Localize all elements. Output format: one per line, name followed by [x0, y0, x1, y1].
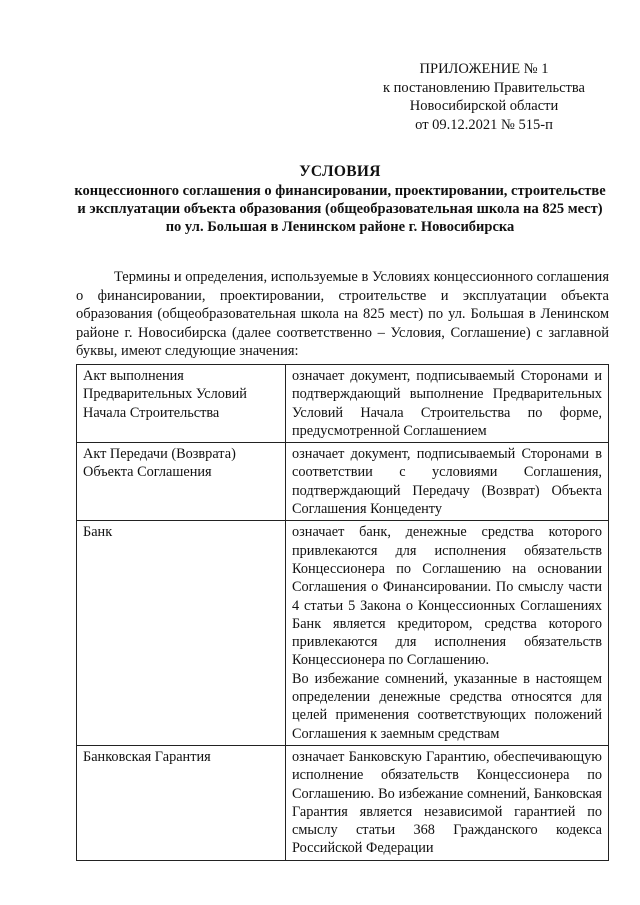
terms-table-body	[77, 365, 609, 861]
definition-cell	[286, 365, 609, 443]
document-subtitle: концессионного соглашения о финансировании, проектировании, строительстве и эксплуатации объекта образования (общеобразовательная школа на 825 мест) по ул. Большая в Ленинском районе г. Новосибирска	[74, 183, 606, 235]
definition-paragraph: означает Банковскую Гарантию, обеспечивающую исполнение обязательств Концессионера по Соглашению. Во избежание сомнений, Банковская Гарантия является независимой гарантией по смыслу статьи 368 Гражданского кодекса Российской Федерации	[292, 748, 602, 857]
definition-paragraph: Во избежание сомнений, указанные в настоящем определении денежные средства относятся для целей применения соответствующих положений Соглашения к заемным средствам	[292, 670, 602, 742]
definition-paragraph: означает банк, денежные средства которого привлекаются для исполнения обязательств Концессионера по Соглашению на основании Соглашения о Финансировании. По смыслу части 4 статьи 5 Закона о Концессионных Соглашениях Банк является кредитором, средства которого привлекаются для исполнения обязательств Концессионера по Соглашению.	[292, 524, 602, 669]
term-cell: Акт Передачи (Возврата) Объекта Соглашения	[77, 443, 286, 521]
appendix-date: от 09.12.2021 № 515-п	[415, 116, 553, 133]
term-cell: Банковская Гарантия	[77, 745, 286, 860]
definition-cell	[286, 443, 609, 521]
definition-paragraph: означает документ, подписываемый Сторонами и подтверждающий выполнение Предварительных Условий Начала Строительства по форме, предусмотренной Соглашением	[292, 368, 602, 439]
definition-paragraph: означает документ, подписываемый Сторонами в соответствии с условиями Соглашения, подтверждающий Передачу (Возврат) Объекта Соглашения Концеденту	[292, 446, 602, 518]
intro-paragraph: Термины и определения, используемые в Условиях концессионного соглашения о финансировании, проектировании, строительстве и эксплуатации объекта образования (общеобразовательная школа на 825 мест) по ул. Большая в Ленинском районе г. Новосибирска (далее соответственно – Условия, Соглашение) с заглавной буквы, имеют следующие значения:	[76, 269, 609, 360]
definition-cell	[286, 745, 609, 860]
appendix-title: ПРИЛОЖЕНИЕ № 1	[419, 61, 549, 77]
document-title: УСЛОВИЯ	[299, 163, 381, 180]
term-cell: Банк	[77, 521, 286, 746]
document-heading	[70, 162, 610, 236]
appendix-header	[360, 60, 608, 134]
table-row	[77, 745, 609, 860]
table-row	[77, 443, 609, 521]
definition-cell	[286, 521, 609, 746]
term-cell: Акт выполнения Предварительных Условий Начала Строительства	[77, 365, 286, 443]
appendix-line: к постановлению Правительства	[383, 79, 585, 96]
terms-table	[76, 364, 609, 861]
table-row	[77, 365, 609, 443]
appendix-line: Новосибирской области	[409, 98, 559, 114]
table-row	[77, 521, 609, 746]
